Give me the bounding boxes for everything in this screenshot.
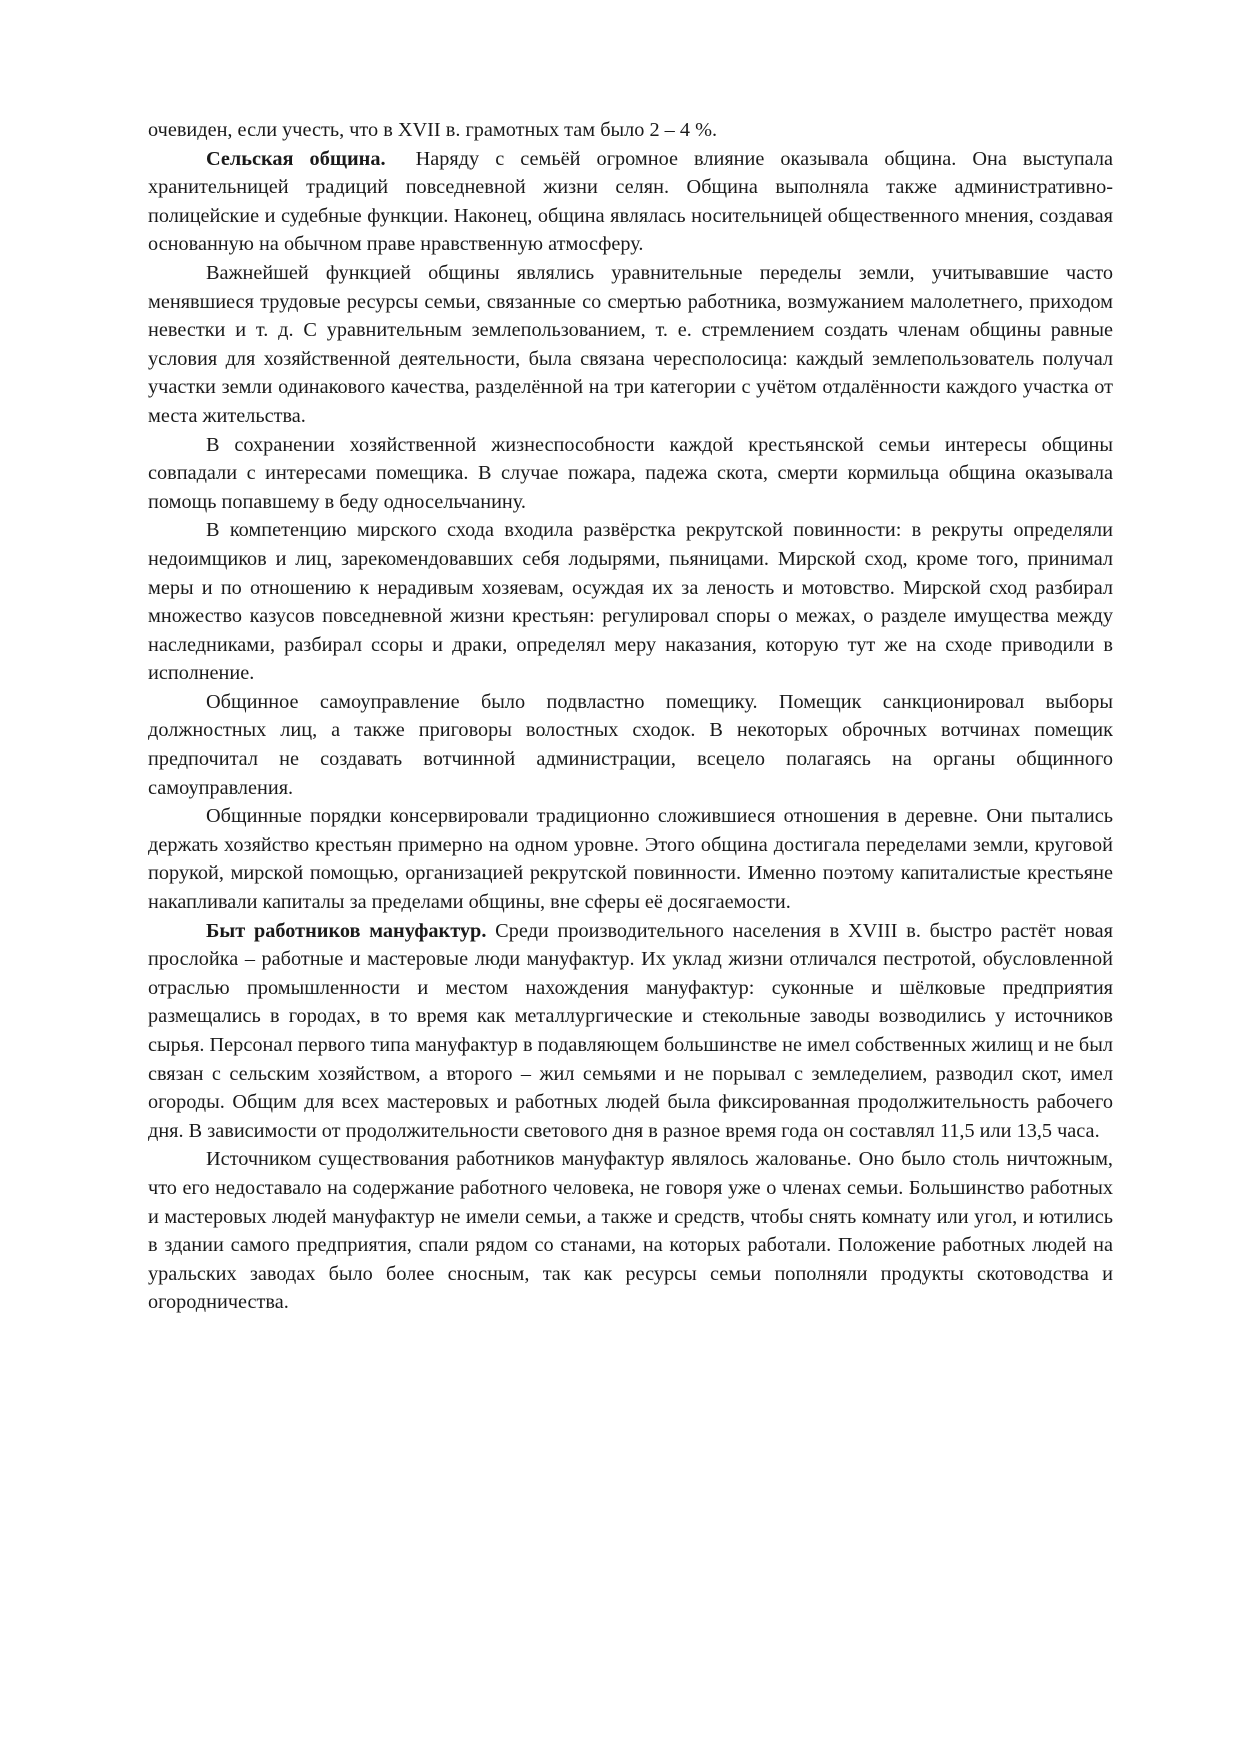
paragraph-text: Общинные порядки консервировали традиционно сложившиеся отношения в деревне. Они пытались держать хозяйство крестьян примерно на одном уровне. Этого община достигала переделами земли, круговой порукой, мирской помощью, организацией рекрутской повинности. Именно поэтому капиталистые крестьяне накапливали капиталы за пределами общины, вне сферы её досягаемости. [148, 805, 1113, 914]
paragraph-economic-viability [148, 431, 1113, 517]
paragraph-rural-community [148, 145, 1113, 259]
paragraph-self-government [148, 688, 1113, 802]
section-heading-rural-community: Сельская община. [206, 147, 386, 170]
paragraph-text: Важнейшей функцией общины являлись уравнительные переделы земли, учитывавшие часто менявшиеся трудовые ресурсы семьи, связанные со смертью работника, возмужанием малолетнего, приходом невестки и т. д. С уравнительным землепользованием, т. е. стремлением создать членам общины равные условия для хозяйственной деятельности, была связана чересполосица: каждый землепользователь получал участки земли одинакового качества, разделённой на три категории с учётом отдалённости каждого участка от места жительства. [148, 261, 1113, 427]
paragraph-wages [148, 1145, 1113, 1317]
paragraph-text: Наряду с семьёй огромное влияние оказывала община. Она выступала хранительницей традиций повседневной жизни селян. Община выполняла также административно-полицейские и судебные функции. Наконец, община являлась носительницей общественного мнения, создавая основанную на обычном праве нравственную атмосферу. [148, 147, 1113, 256]
paragraph-land-redistribution [148, 259, 1113, 431]
paragraph-village-assembly [148, 516, 1113, 688]
paragraph-text: Среди производительного населения в XVIII в. быстро растёт новая прослойка – работные и мастеровые люди мануфактур. Их уклад жизни отличался пестротой, обусловленной отраслью промышленности и местом нахождения мануфактур: суконные и шёлковые предприятия размещались в городах, в то время как металлургические и стекольные заводы возводились у источников сырья. Персонал первого типа мануфактур в подавляющем большинстве не имел собственных жилищ и не был связан с сельским хозяйством, а второго – жил семьями и не порывал с земледелием, разводил скот, имел огороды. Общим для всех мастеровых и работных людей была фиксированная продолжительность рабочего дня. В зависимости от продолжительности светового дня в разное время года он составлял 11,5 или 13,5 часа. [148, 919, 1113, 1142]
paragraph-text: В сохранении хозяйственной жизнеспособности каждой крестьянской семьи интересы общины совпадали с интересами помещика. В случае пожара, падежа скота, смерти кормильца община оказывала помощь попавшему в беду односельчанину. [148, 433, 1113, 513]
paragraph-text: Общинное самоуправление было подвластно помещику. Помещик санкционировал выборы должностных лиц, а также приговоры волостных сходок. В некоторых оброчных вотчинах помещик предпочитал не создавать вотчинной администрации, всецело полагаясь на органы общинного самоуправления. [148, 690, 1113, 799]
document-page [148, 116, 1113, 1317]
paragraph-continuation [148, 116, 1113, 145]
paragraph-manufactory-workers [148, 917, 1113, 1146]
paragraph-text: очевиден, если учесть, что в XVII в. грамотных там было 2 – 4 %. [148, 119, 718, 141]
paragraph-text: Источником существования работников мануфактур являлось жалованье. Оно было столь ничтожным, что его недоставало на содержание работного человека, не говоря уже о членах семьи. Большинство работных и мастеровых людей мануфактур не имели семьи, а также и средств, чтобы снять комнату или угол, и ютились в здании самого предприятия, спали рядом со станами, на которых работали. Положение работных людей на уральских заводах было более сносным, так как ресурсы семьи пополняли продукты скотоводства и огородничества. [148, 1148, 1113, 1314]
section-heading-manufactory-workers: Быт работников мануфактур. [206, 919, 487, 942]
paragraph-text: В компетенцию мирского схода входила развёрстка рекрутской повинности: в рекруты определяли недоимщиков и лиц, зарекомендовавших себя лодырями, пьяницами. Мирской сход, кроме того, принимал меры и по отношению к нерадивым хозяевам, осуждая их за леность и мотовство. Мирской сход разбирал множество казусов повседневной жизни крестьян: регулировал споры о межах, о разделе имущества между наследниками, разбирал ссоры и драки, определял меру наказания, которую тут же на сходе приводили в исполнение. [148, 519, 1113, 685]
paragraph-community-order [148, 802, 1113, 916]
